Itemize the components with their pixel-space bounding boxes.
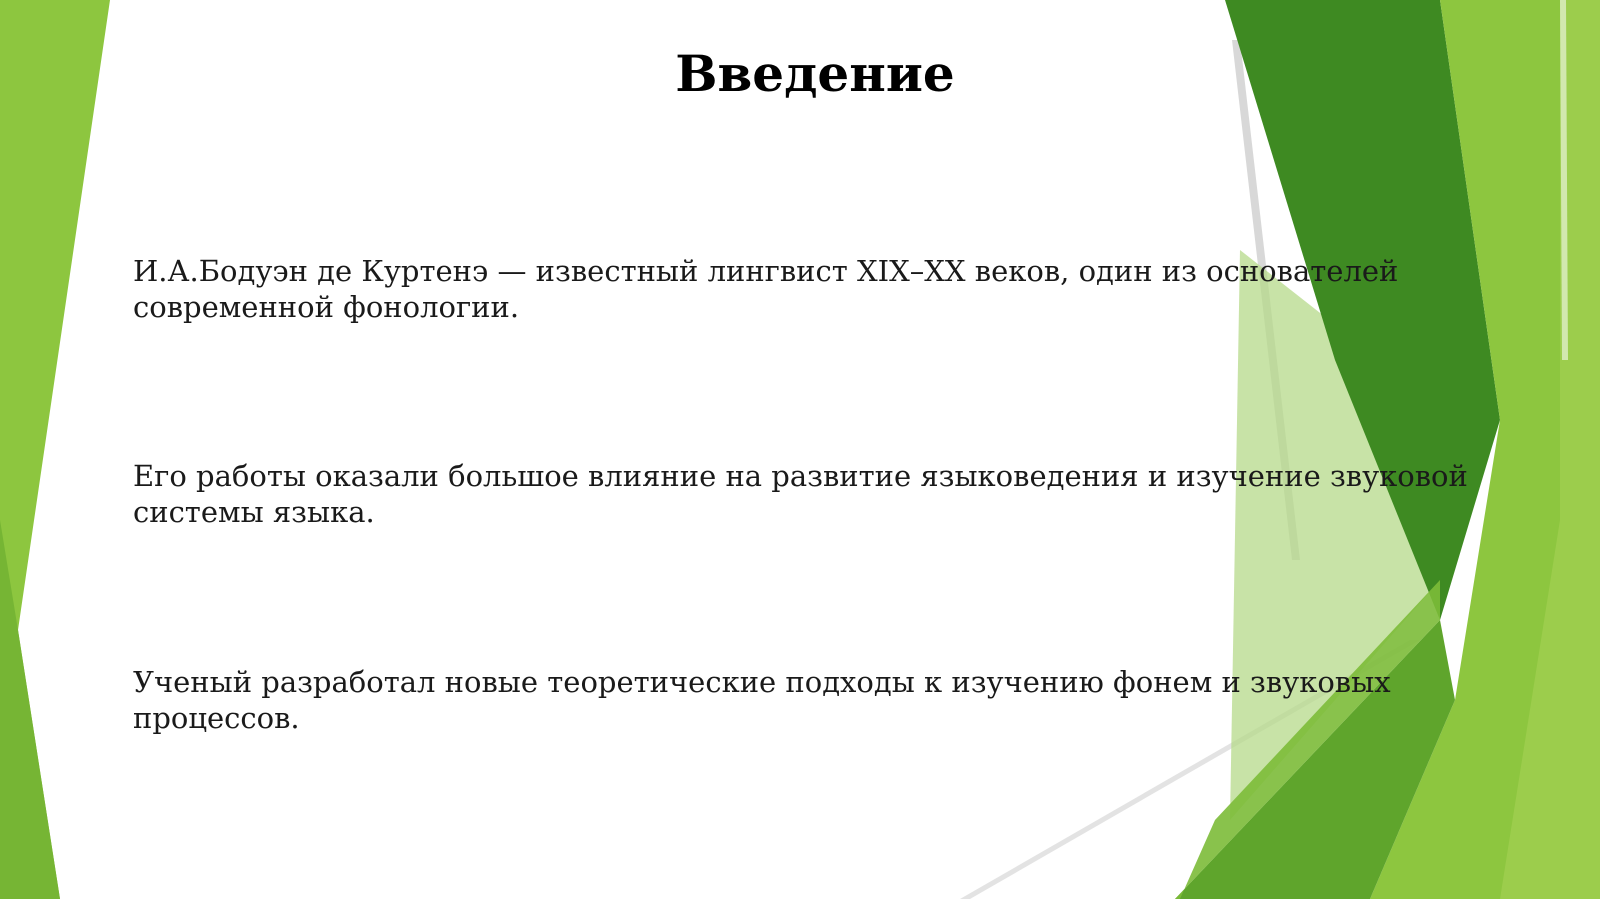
slide-title: Введение (675, 44, 955, 103)
bullet-text-1 (133, 253, 1398, 325)
left-green-shade (0, 520, 60, 899)
bullet-1-line-2: современной фонологии. (133, 290, 520, 324)
bullet-3-line-2: процессов. (133, 701, 300, 735)
bullet-1-line-1: И.А.Бодуэн де Куртенэ — известный лингвист XIX–XX веков, один из основателей (133, 254, 1399, 288)
bullet-text-2 (133, 458, 1468, 530)
bullet-2-line-1: Его работы оказали большое влияние на развитие языковедения и изучение звуковой (133, 459, 1468, 493)
bullet-text-3 (133, 664, 1391, 736)
bullet-3-line-1: Ученый разработал новые теоретические подходы к изучению фонем и звуковых (133, 665, 1391, 699)
bullet-2-line-2: системы языка. (133, 495, 375, 529)
